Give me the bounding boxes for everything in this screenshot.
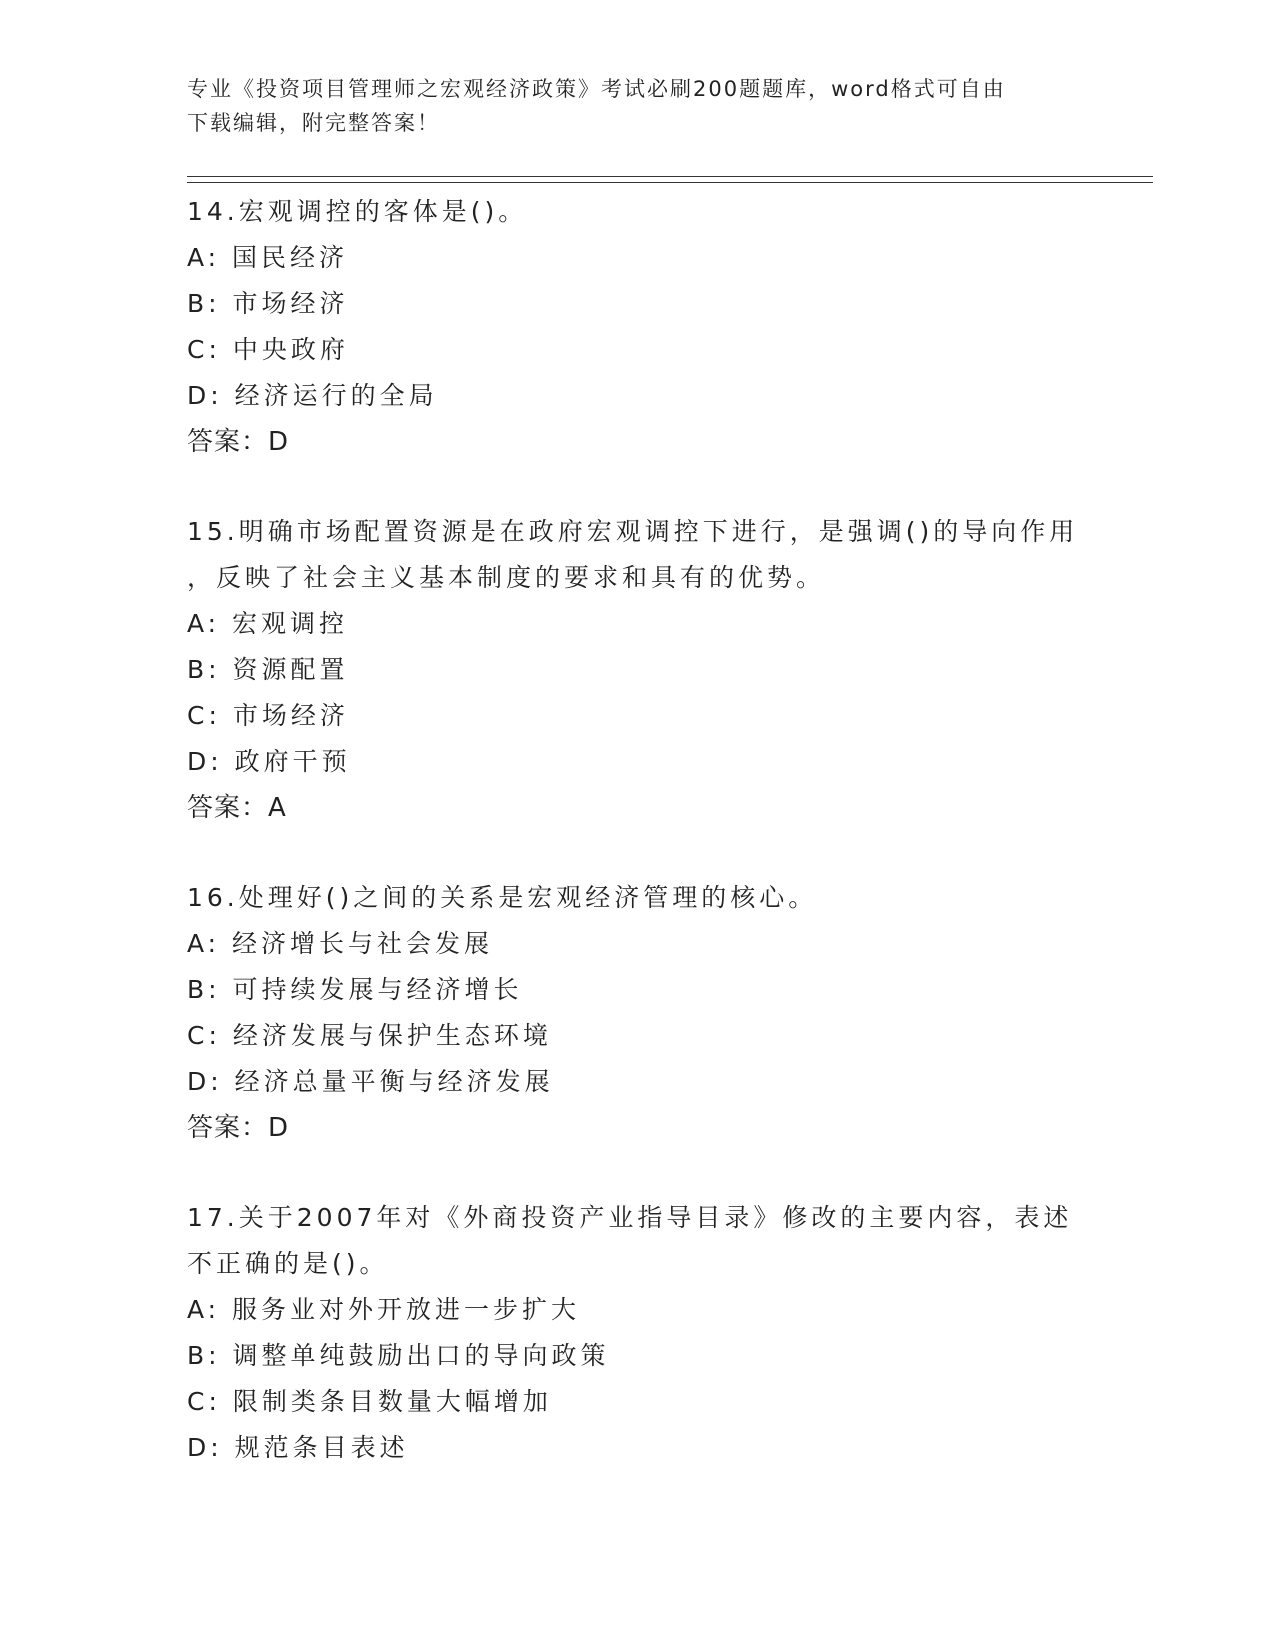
header-line-1: 专业《投资项目管理师之宏观经济政策》考试必刷200题题库，word格式可自由	[187, 77, 1006, 101]
header-divider-top	[187, 176, 1153, 177]
question-list	[187, 189, 1087, 1471]
option-b: B: 可持续发展与经济增长	[187, 975, 523, 1004]
spacer	[187, 831, 1087, 875]
question-17	[187, 1195, 1087, 1471]
option-a: A: 经济增长与社会发展	[187, 929, 494, 958]
question-14	[187, 189, 1087, 465]
option-b: B: 调整单纯鼓励出口的导向政策	[187, 1341, 610, 1370]
option-c: C: 市场经济	[187, 701, 349, 730]
option-d: D: 经济运行的全局	[187, 381, 438, 410]
document-header	[187, 72, 1067, 140]
question-stem: 15.明确市场配置资源是在政府宏观调控下进行，是强调()的导向作用	[187, 517, 1079, 546]
spacer	[187, 1151, 1087, 1195]
option-c: C: 经济发展与保护生态环境	[187, 1021, 552, 1050]
question-stem-continued: ，反映了社会主义基本制度的要求和具有的优势。	[187, 563, 826, 592]
option-d: D: 规范条目表述	[187, 1433, 409, 1462]
option-a: A: 宏观调控	[187, 609, 349, 638]
option-a: A: 国民经济	[187, 243, 349, 272]
option-a: A: 服务业对外开放进一步扩大	[187, 1295, 581, 1324]
option-b: B: 市场经济	[187, 289, 349, 318]
option-d: D: 经济总量平衡与经济发展	[187, 1067, 554, 1096]
question-16	[187, 875, 1087, 1151]
header-line-2: 下载编辑，附完整答案！	[187, 111, 440, 135]
question-stem: 16.处理好()之间的关系是宏观经济管理的核心。	[187, 883, 818, 912]
spacer	[187, 465, 1087, 509]
option-b: B: 资源配置	[187, 655, 349, 684]
question-stem-continued: 不正确的是()。	[187, 1249, 389, 1278]
answer: 答案：D	[187, 427, 290, 457]
question-15	[187, 509, 1087, 831]
option-c: C: 中央政府	[187, 335, 349, 364]
option-c: C: 限制类条目数量大幅增加	[187, 1387, 552, 1416]
question-stem: 17.关于2007年对《外商投资产业指导目录》修改的主要内容，表述	[187, 1203, 1073, 1232]
answer: 答案：D	[187, 1113, 290, 1143]
answer: 答案：A	[187, 793, 287, 823]
option-d: D: 政府干预	[187, 747, 351, 776]
header-divider-bottom	[187, 182, 1153, 183]
question-stem: 14.宏观调控的客体是()。	[187, 197, 528, 226]
